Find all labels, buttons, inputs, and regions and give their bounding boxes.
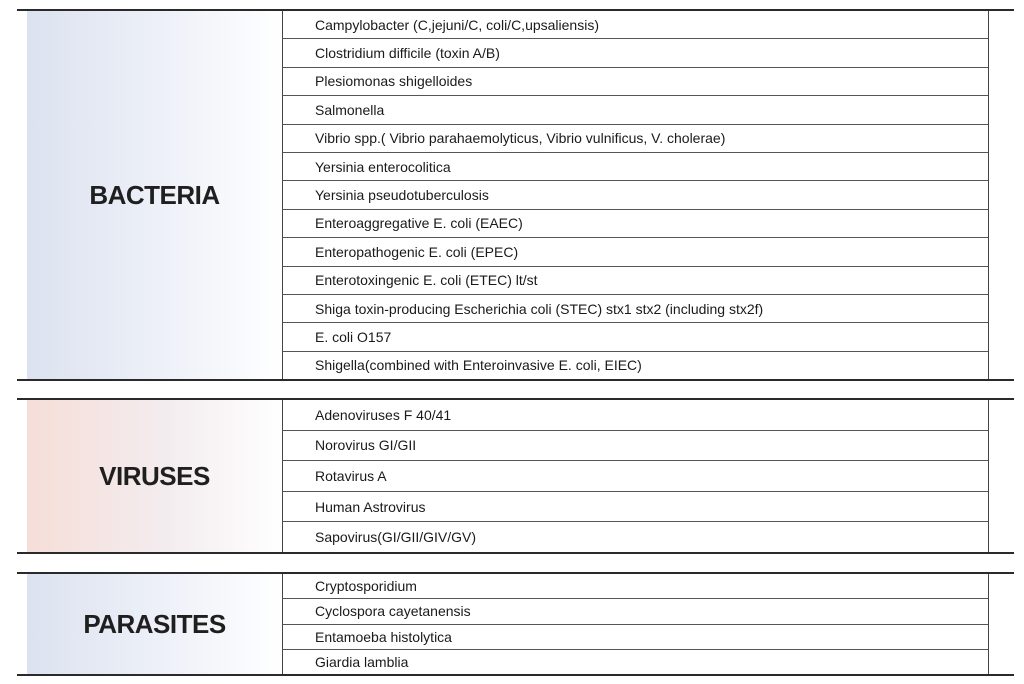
pathogen-row: Enteropathogenic E. coli (EPEC)	[283, 238, 988, 266]
pathogen-row: Salmonella	[283, 96, 988, 124]
category-label: PARASITES	[83, 608, 226, 639]
pathogen-row: Entamoeba histolytica	[283, 625, 988, 650]
pathogen-row: Plesiomonas shigelloides	[283, 68, 988, 96]
pathogen-row: Cryptosporidium	[283, 574, 988, 599]
bacteria-group	[17, 9, 1014, 381]
pathogen-row: Campylobacter (C,jejuni/C, coli/C,upsaliensis)	[283, 11, 988, 39]
pathogen-row: Vibrio spp.( Vibrio parahaemolyticus, Vibrio vulnificus, V. cholerae)	[283, 125, 988, 153]
pathogen-row: Enterotoxingenic E. coli (ETEC) lt/st	[283, 267, 988, 295]
pathogen-row: Giardia lamblia	[315, 653, 409, 670]
pathogen-row: Cyclospora cayetanensis	[283, 599, 988, 624]
pathogen-row: Human Astrovirus	[283, 492, 988, 523]
pathogen-list	[282, 11, 989, 379]
pathogen-row: Clostridium difficile (toxin A/B)	[283, 39, 988, 67]
pathogen-row: Yersinia enterocolitica	[283, 153, 988, 181]
pathogen-list	[282, 400, 989, 552]
category-cell	[27, 11, 282, 379]
category-label: VIRUSES	[99, 460, 210, 491]
pathogen-row: Rotavirus A	[283, 461, 988, 492]
pathogen-row: Adenoviruses F 40/41	[283, 400, 988, 431]
parasites-group	[17, 572, 1014, 676]
pathogen-list	[282, 574, 989, 674]
category-cell	[27, 400, 282, 552]
viruses-group	[17, 398, 1014, 554]
pathogen-row: E. coli O157	[283, 323, 988, 351]
category-label: BACTERIA	[89, 179, 220, 210]
pathogen-row: Sapovirus(GI/GII/GIV/GV)	[315, 529, 477, 546]
pathogen-row: Yersinia pseudotuberculosis	[283, 181, 988, 209]
pathogen-row: Enteroaggregative E. coli (EAEC)	[283, 210, 988, 238]
pathogen-row: Shiga toxin-producing Escherichia coli (STEC) stx1 stx2 (including stx2f)	[283, 295, 988, 323]
pathogen-row: Shigella(combined with Enteroinvasive E. coli, EIEC)	[315, 357, 642, 374]
pathogen-row: Norovirus GI/GII	[283, 431, 988, 462]
category-cell	[27, 574, 282, 674]
